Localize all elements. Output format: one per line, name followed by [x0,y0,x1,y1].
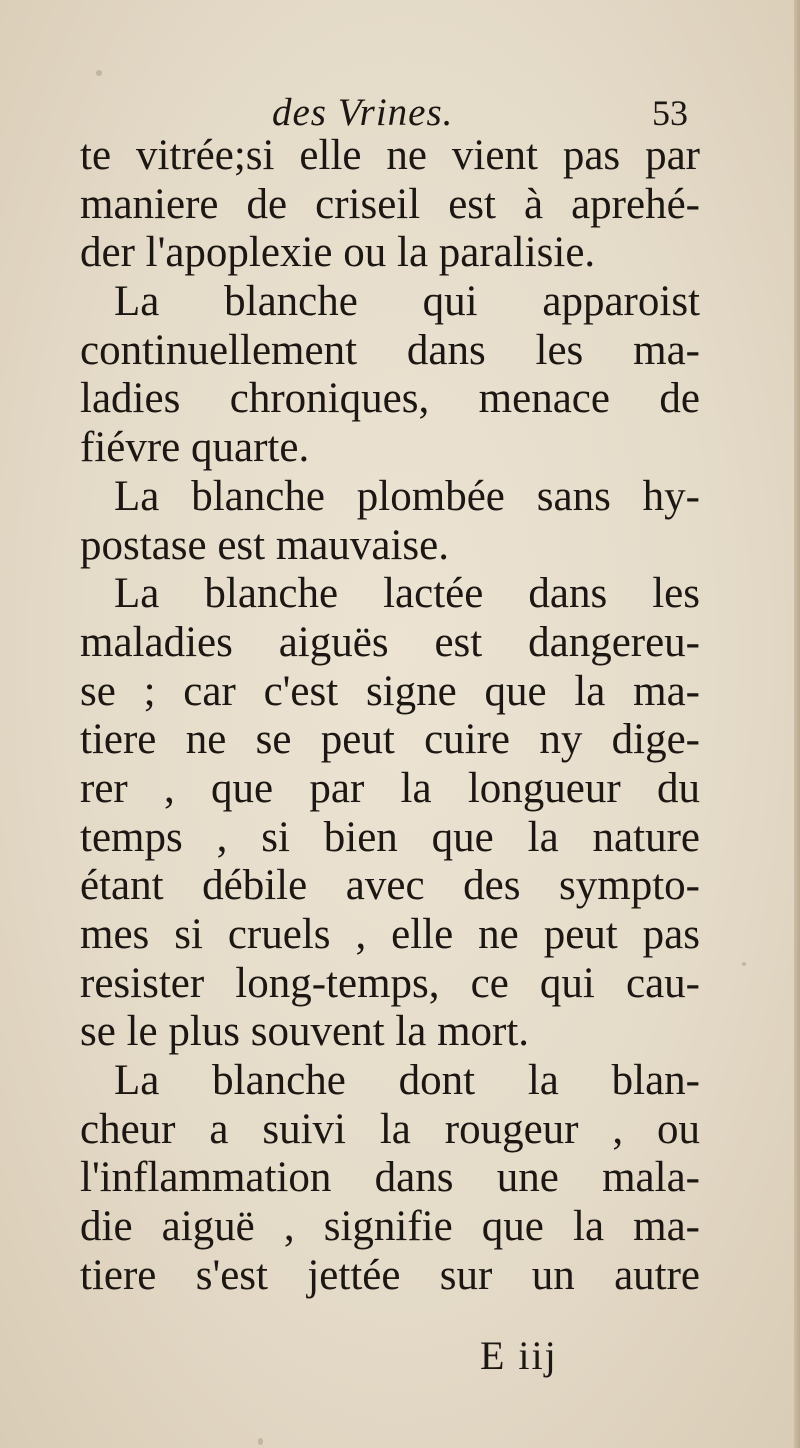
page-edge [794,0,800,1448]
signature-mark: E iij [480,1333,558,1378]
text-line: cheur a suivi la rougeur , ou [80,1105,700,1153]
paragraph-start-line: La blanche dont la blan- [114,1057,700,1105]
text-line: postase est mauvaise. [80,521,449,569]
body-text [80,132,700,1301]
text-line: continuellement dans les ma- [80,326,700,374]
text-line: étant débile avec des sympto- [80,862,700,910]
paragraph-start-line: La blanche qui apparoist [114,278,700,326]
text-line: mes si cruels , elle ne peut pas [80,911,700,958]
text-line: ladies chroniques, menace de [80,375,700,423]
text-line: rer , que par la longueur du [80,764,700,812]
text-line: se ; car c'est signe que la ma- [80,667,700,715]
ink-speck [258,1438,263,1445]
text-line: maladies aiguës est dangereu- [80,618,700,666]
text-line: te vitrée;si elle ne vient pas par [80,132,700,179]
paragraph-start-line: La blanche lactée dans les [114,570,700,618]
text-line: der l'apoplexie ou la paralisie. [80,229,596,277]
text-line: temps , si bien que la nature [80,813,700,861]
text-line: l'inflammation dans une mala- [80,1154,700,1202]
running-title: des Vrines. [272,91,454,134]
text-line: resister long-temps, ce qui cau- [80,959,700,1007]
text-line: die aiguë , signifie que la ma- [80,1203,700,1251]
ink-speck [742,962,746,966]
text-line: se le plus souvent la mort. [80,1008,530,1056]
text-line: tiere ne se peut cuire ny dige- [80,716,700,764]
page-number: 53 [652,93,688,133]
text-line: fiévre quarte. [80,424,310,472]
ink-speck [96,70,102,76]
text-line: tiere s'est jettée sur un autre [80,1251,700,1299]
text-line: maniere de criseil est à aprehé- [80,180,700,228]
paragraph-start-line: La blanche plombée sans hy- [114,472,700,520]
